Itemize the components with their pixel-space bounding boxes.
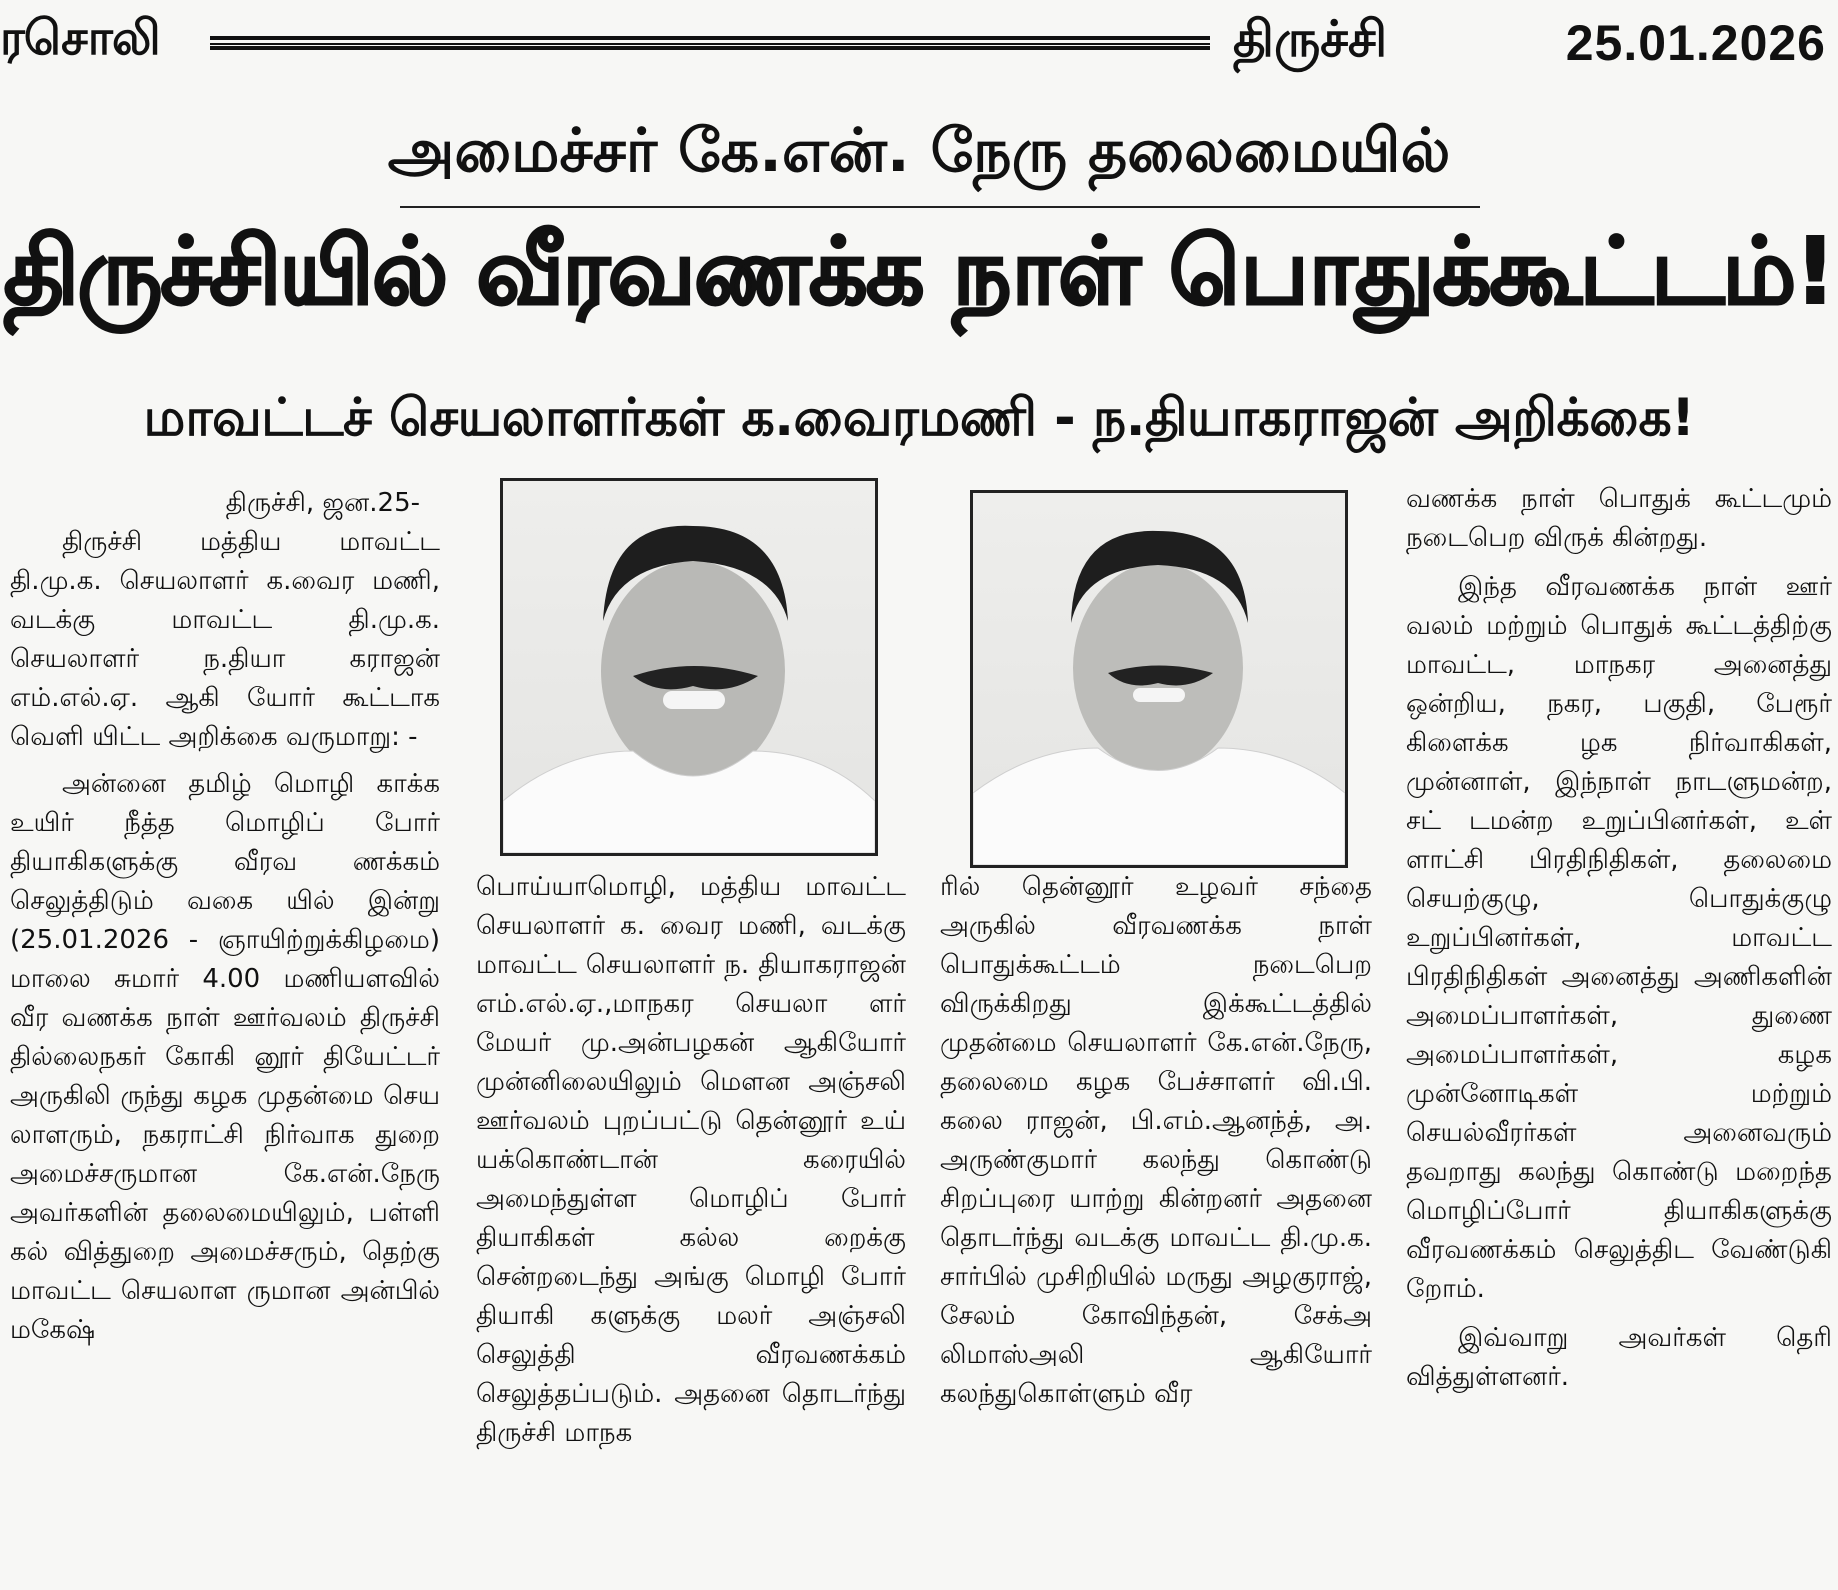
portrait-photo-vairamani [500, 478, 878, 856]
article-column-4 [1406, 480, 1832, 1397]
intro-paragraph: திருச்சி மத்திய மாவட்ட தி.மு.க. செயலாளர் க.வைர மணி, வடக்கு மாவட்ட தி.மு.க. செயலாளர் ந.தியா கராஜன் எம்.எல்.ஏ. ஆகி யோர் கூட்டாக வெளி யிட்ட அறிக்கை வருமாறு: - [10, 527, 440, 752]
article-column-1 [10, 484, 440, 1350]
closing-paragraph: இவ்வாறு அவர்கள் தெரி வித்துள்ளனர். [1406, 1323, 1832, 1392]
body-paragraph-2: பொய்யாமொழி, மத்திய மாவட்ட செயலாளர் க. வைர மணி, வடக்கு மாவட்ட செயலாளர் ந. தியாகராஜன் எம்.எல்.ஏ.,மாநகர செயலா ளர் மேயர் மு.அன்பழகன் ஆகியோர் முன்னிலையிலும் மௌன அஞ்சலி ஊர்வலம் புறப்பட்டு தென்னூர் உய் யக்கொண்டான் கரையில் அமைந்துள்ள மொழிப் போர் தியாகிகள் கல்ல றைக்கு சென்றடைந்து அங்கு மொழி போர் தியாகி களுக்கு மலர் அஞ்சலி செலுத்தி வீரவணக்கம் செலுத்தப்படும். அதனை தொடர்ந்து திருச்சி மாநக [476, 872, 906, 1448]
newspaper-name: ரசொலி [0, 10, 160, 66]
portrait-image [503, 481, 875, 853]
article-subhead: மாவட்டச் செயலாளர்கள் க.வைரமணி - ந.தியாகராஜன் அறிக்கை! [143, 388, 1695, 448]
issue-date: 25.01.2026 [1565, 15, 1826, 71]
body-paragraph-3: ரில் தென்னூர் உழவர் சந்தை அருகில் வீரவணக்க நாள் பொதுக்கூட்டம் நடைபெற விருக்கிறது இக்கூட்டத்தில் முதன்மை செயலாளர் கே.என்.நேரு, தலைமை கழக பேச்சாளர் வி.பி. கலை ராஜன், பி.எம்.ஆனந்த், அ. அருண்குமார் கலந்து கொண்டு சிறப்புரை யாற்று கின்றனர் அதனை தொடர்ந்து வடக்கு மாவட்ட தி.மு.க. சார்பில் முசிறியில் மருது அழகுராஜ், சேலம் கோவிந்தன், சேக்அ லிமாஸ்அலி ஆகியோர் கலந்துகொள்ளும் வீர [940, 872, 1372, 1409]
article-kicker: அமைச்சர் கே.என். நேரு தலைமையில் [387, 116, 1451, 186]
dateline: திருச்சி, ஜன.25- [225, 488, 420, 518]
masthead-rule [210, 36, 1210, 50]
body-paragraph-1: அன்னை தமிழ் மொழி காக்க உயிர் நீத்த மொழிப் போர் தியாகிகளுக்கு வீரவ ணக்கம் செலுத்திடும் வகை யில் இன்று (25.01.2026 - ஞாயிற்றுக்கிழமை) மாலை சுமார் 4.00 மணியளவில் வீர வணக்க நாள் ஊர்வலம் திருச்சி தில்லைநகர் கோகி னூர் தியேட்டர் அருகிலி ருந்து கழக முதன்மை செய லாளரும், நகராட்சி நிர்வாக துறை அமைச்சருமான கே.என்.நேரு அவர்களின் தலைமையிலும், பள்ளி கல் வித்துறை அமைச்சரும், தெற்கு மாவட்ட செயலாள ருமான அன்பில் மகேஷ் [10, 769, 440, 1345]
masthead [0, 0, 1838, 84]
article-column-2 [476, 868, 906, 1453]
body-paragraph-5: இந்த வீரவணக்க நாள் ஊர் வலம் மற்றும் பொதுக் கூட்டத்திற்கு மாவட்ட, மாநகர அனைத்து ஒன்றிய, நகர, பகுதி, பேரூர் கிளைக்க ழக நிர்வாகிகள், முன்னாள், இந்நாள் நாடளுமன்ற, சட் டமன்ற உறுப்பினர்கள், உள் ளாட்சி பிரதிநிதிகள், தலைமை செயற்குழு, பொதுக்குழு உறுப்பினர்கள், மாவட்ட பிரதிநிதிகள் அனைத்து அணிகளின் அமைப்பாளர்கள், துணை அமைப்பாளர்கள், கழக முன்னோடிகள் மற்றும் செயல்வீரர்கள் அனைவரும் தவறாது கலந்து கொண்டு மறைந்த மொழிப்போர் தியாகிகளுக்கு வீரவணக்கம் செலுத்திட வேண்டுகி றோம். [1406, 572, 1832, 1304]
kicker-divider [400, 206, 1480, 208]
article-headline: திருச்சியில் வீரவணக்க நாள் பொதுக்கூட்டம்! [3, 218, 1835, 325]
edition-name: திருச்சி [1233, 10, 1388, 68]
body-paragraph-4: வணக்க நாள் பொதுக் கூட்டமும் நடைபெற விருக் கின்றது. [1406, 484, 1832, 553]
article-column-3 [940, 868, 1372, 1414]
portrait-image [973, 493, 1345, 865]
portrait-photo-thiyagarajan [970, 490, 1348, 868]
